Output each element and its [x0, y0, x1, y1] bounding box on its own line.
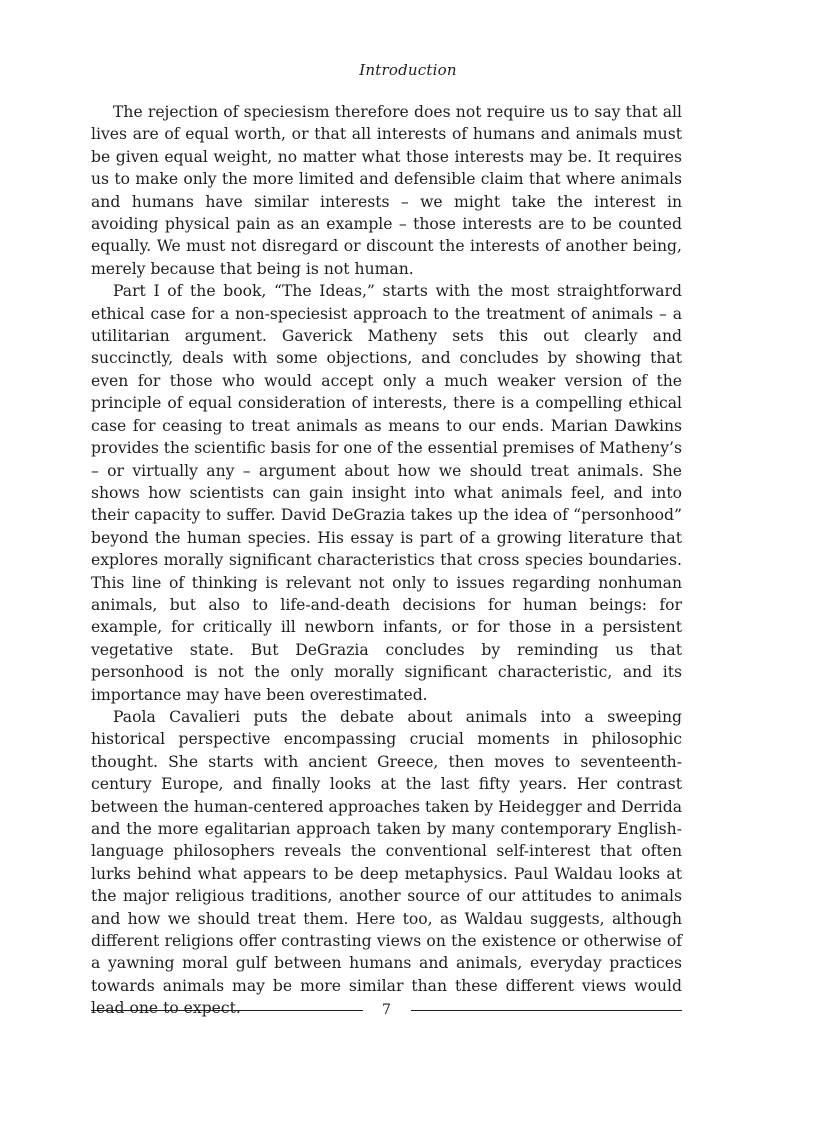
footer-rule-left: [91, 1010, 363, 1011]
page-footer: [91, 998, 682, 1022]
footer-rule-right: [411, 1010, 683, 1011]
paragraph-speciesism: The rejection of speciesism therefore does not require us to say that all lives are of equal worth, or that all interests of humans and animals must be given equal weight, no matter what those interests may be. It requires us to make only the more limited and defensible claim that where animals and humans have similar interests – we might take the interest in avoiding physical pain as an example – those interests are to be counted equally. We must not disregard or discount the interests of another being, merely because that being is not human.: [91, 103, 682, 278]
body-text: [91, 101, 682, 1020]
page-number: 7: [382, 1002, 391, 1018]
paragraph-cavalieri-waldau: Paola Cavalieri puts the debate about animals into a sweeping historical perspective encompassing crucial moments in philosophic thought. She starts with ancient Greece, then moves to seventeenth-century Europe, and finally looks at the last fifty years. Her contrast between the human-centered approaches taken by Heidegger and Derrida and the more egalitarian approach taken by many contemporary English-language philosophers reveals the conventional self-interest that often lurks behind what appears to be deep metaphysics. Paul Waldau looks at the major religious traditions, another source of our attitudes to animals and how we should treat them. Here too, as Waldau suggests, although different religions offer contrasting views on the existence or otherwise of a yawning moral gulf between humans and animals, everyday practices towards animals may be more similar than these different views would lead one to expect.: [91, 707, 682, 1018]
paragraph-part-one-overview: Part I of the book, “The Ideas,” starts with the most straightforward ethical case for a non-speciesist approach to the treatment of animals – a utilitarian argument. Gaverick Matheny sets this out clearly and succinctly, deals with some objections, and concludes by showing that even for those who would accept only a much weaker version of the principle of equal consideration of interests, there is a compelling ethical case for ceasing to treat animals as means to our ends. Marian Dawkins provides the scientific basis for one of the essential premises of Matheny’s – or virtually any – argument about how we should treat animals. She shows how scientists can gain insight into what animals feel, and into their capacity to suffer. David DeGrazia takes up the idea of “personhood” beyond the human species. His essay is part of a growing literature that explores morally significant characteristics that cross species boundaries. This line of thinking is relevant not only to issues regarding nonhuman animals, but also to life-and-death decisions for human beings: for example, for critically ill newborn infants, or for those in a persistent vegetative state. But DeGrazia concludes by reminding us that personhood is not the only morally significant characteristic, and its importance may have been overestimated.: [91, 282, 683, 704]
running-header: Introduction: [359, 61, 457, 79]
